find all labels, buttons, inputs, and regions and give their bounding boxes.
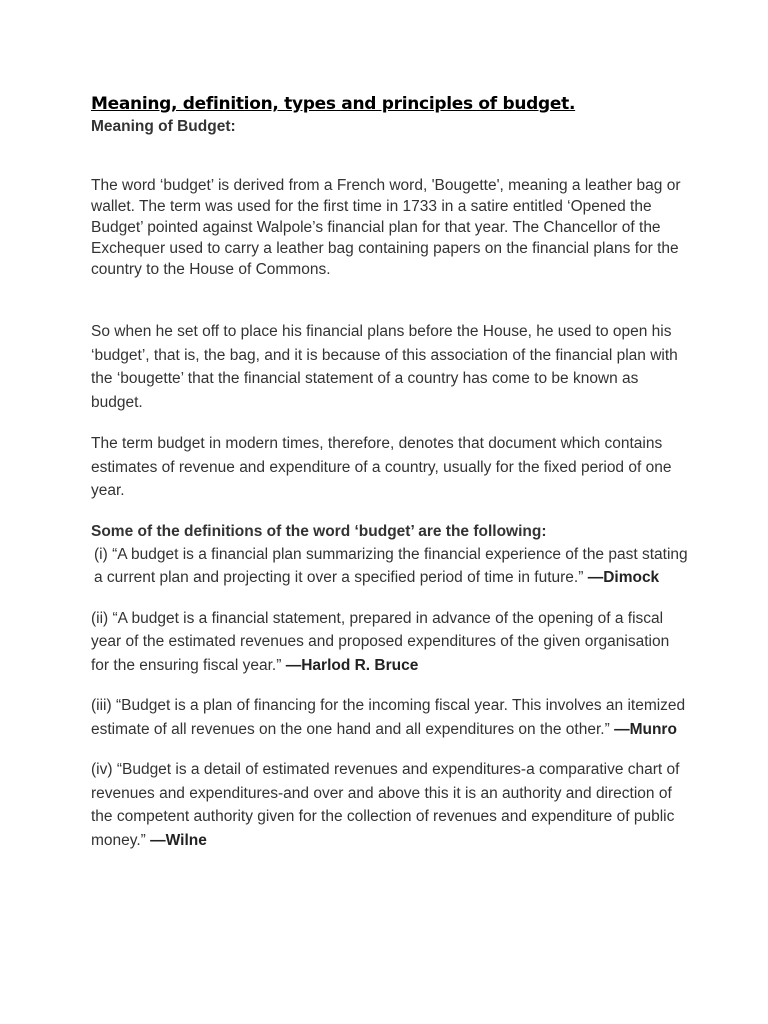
definition-item [91,758,691,852]
definition-item [91,694,691,741]
definition-author: —Dimock [587,569,660,586]
definition-text: (ii) “A budget is a financial statement, prepared in advance of the opening of a fiscal year of the estimated revenues and proposed expenditures of the given organisation for the ensuring fiscal year.” [91,609,670,674]
definition-author: —Harlod R. Bruce [285,656,419,674]
paragraph-modern-meaning: The term budget in modern times, therefore, denotes that document which contains estimates of revenue and expenditure of a country, usually for the fixed period of one year. [91,435,672,499]
paragraph-association: So when he set off to place his financial plans before the House, he used to open his ‘budget’, that is, the bag, and it is because of this association of the financial plan with the ‘bougette’ that the financial statement of a country has come to be known as budget. [91,323,678,411]
document-page [91,92,691,852]
definition-author: —Wilne [150,831,207,849]
definition-text: (iii) “Budget is a plan of financing for the incoming fiscal year. This involves an itemized estimate of all revenues on the one hand and all expenditures on the other.” [91,697,686,738]
definition-author: —Munro [614,720,677,738]
meaning-heading: Meaning of Budget: [91,118,236,135]
paragraph-origin: The word ‘budget’ is derived from a French word, 'Bougette', meaning a leather bag or wallet. The term was used for the first time in 1733 in a satire entitled ‘Opened the Budget’ pointed against Walpole’s financial plan for that year. The Chancellor of the Exchequer used to carry a leather bag containing papers on the financial plans for the country to the House of Commons. [91,177,681,278]
definition-item [91,607,691,678]
definition-text: (iv) “Budget is a detail of estimated revenues and expenditures-a comparative chart of revenues and expenditures-and over and above this it is an authority and direction of the competent authority given for the collection of revenues and expenditure of public money.” [91,761,680,849]
definition-text: (i) “A budget is a financial plan summarizing the financial experience of the past stating a current plan and projecting it over a specified period of time in future.” [94,545,688,586]
definition-item [91,543,691,590]
definitions-heading: Some of the definitions of the word ‘budget’ are the following: [91,522,547,540]
document-title: Meaning, definition, types and principles of budget. [91,94,576,114]
